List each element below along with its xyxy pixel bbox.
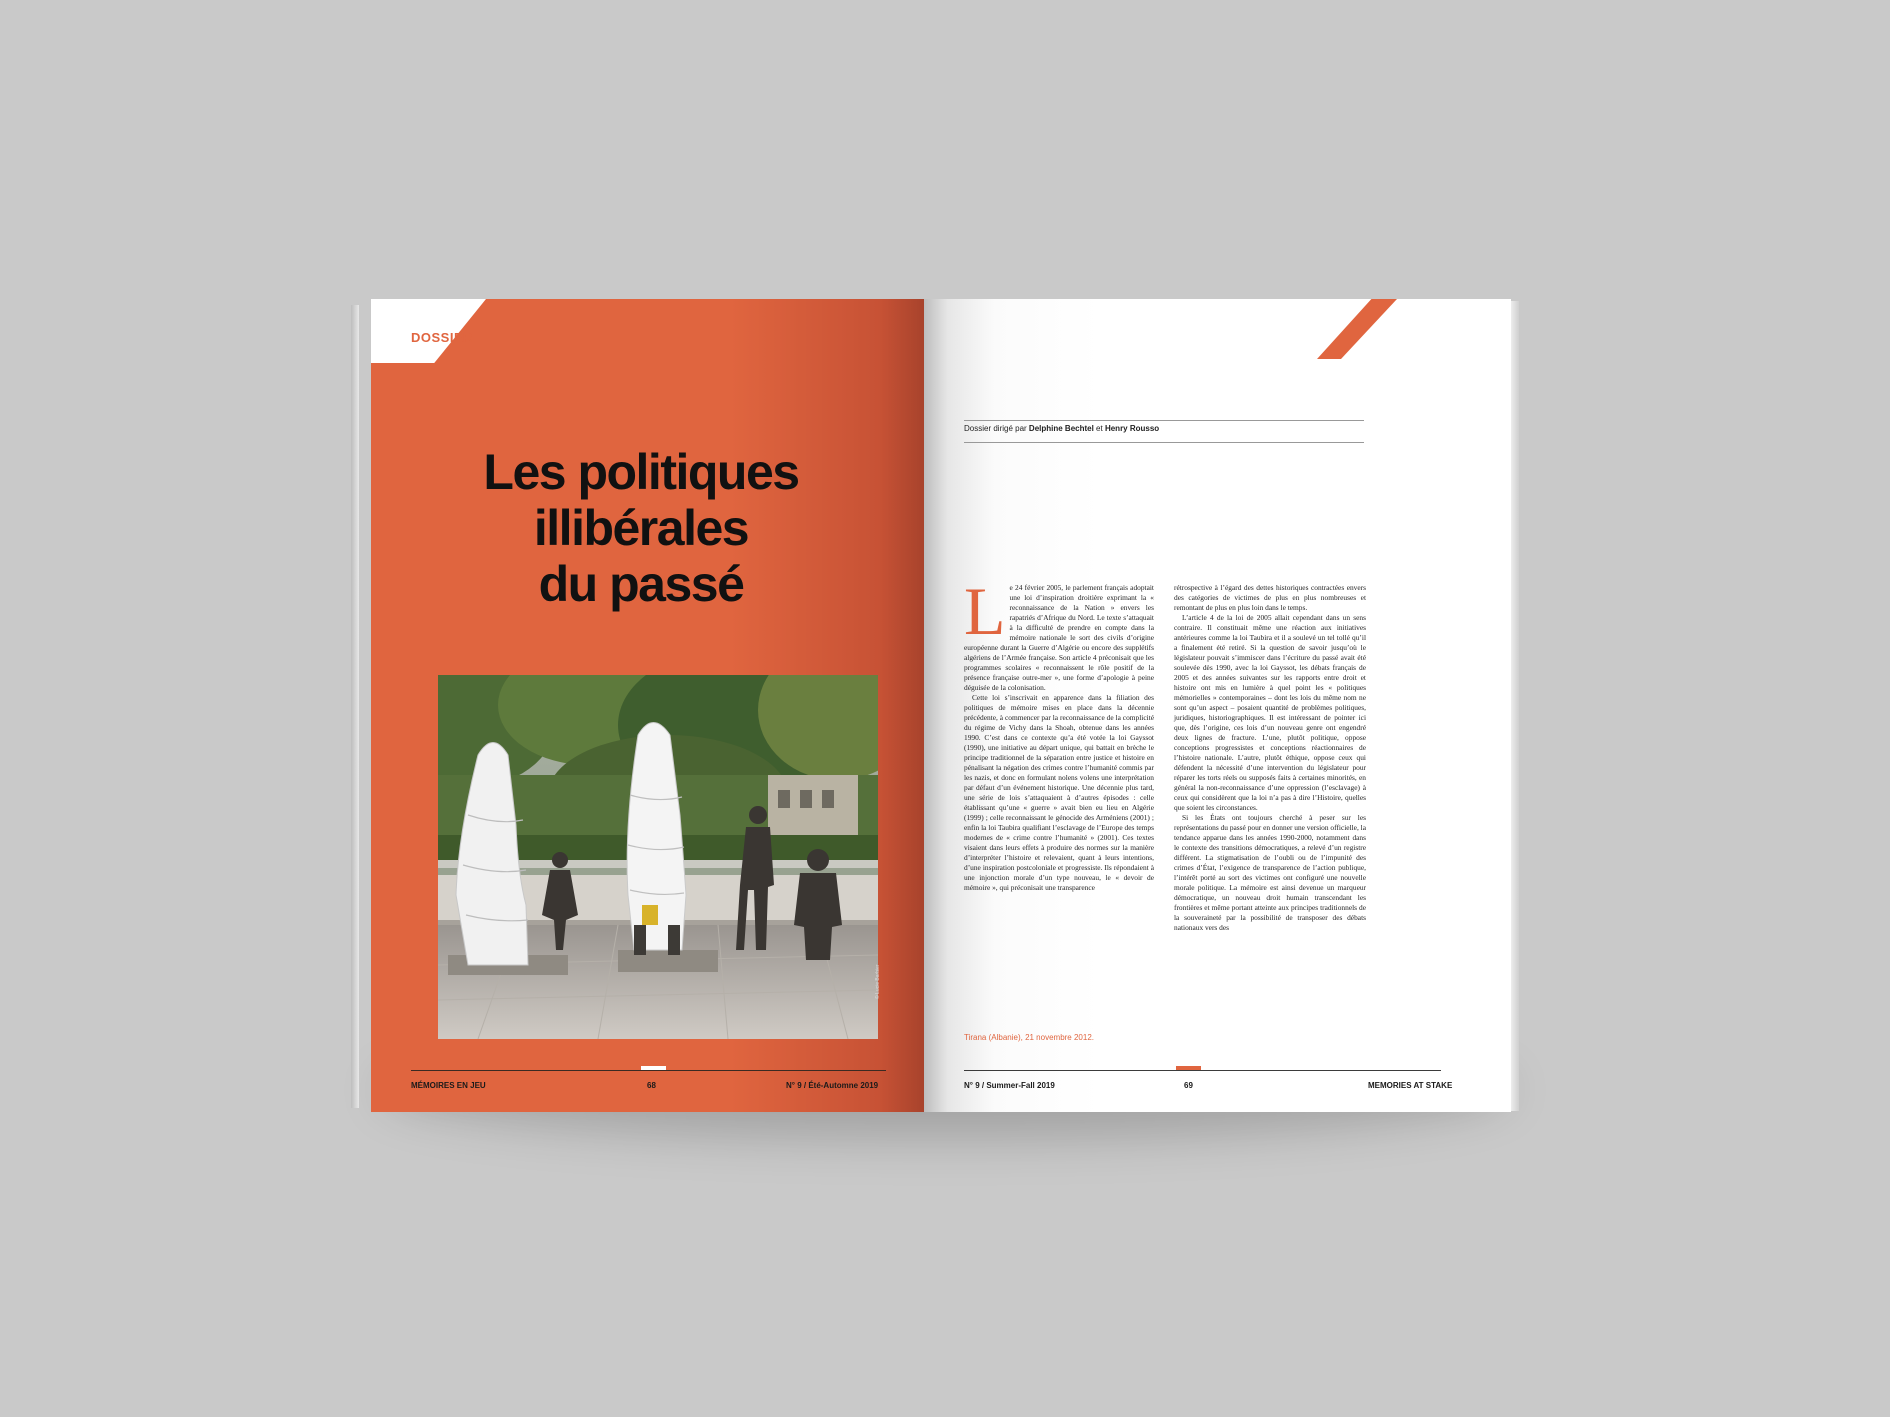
byline-author-2: Henry Rousso — [1104, 424, 1160, 433]
photo-caption: Tirana (Albanie), 21 novembre 2012. — [964, 1033, 1094, 1042]
footer-mark-right — [1176, 1066, 1201, 1070]
paragraph: Cette loi s’inscrivait en apparence dans la filiation des politiques de mémoire mises en place dans la décennie précédente, à commencer par la reconnaissance de la complicité du régime de Vichy dans la Shoah, obtenue dans les années 1990. C’est dans ce contexte qu’a été votée la loi Gayssot (1990), une initiative au départ unique, qui battait en brèche le principe traditionnel de la séparation entre justice et histoire en pénalisant la négation des crimes contre l’humanité commis par les nazis, et donc en formulant nolens volens une interprétation par défaut d’un événement historique. Une décennie plus tard, une série de lois s’attaquaient à d’autres épisodes : celle établissant qu’une « guerre » avait bien eu lieu en Algérie (1999) ; celle reconnaissant le génocide des Arméniens (2001) ; enfin la loi Taubira qualifiant l’esclavage de l’Europe des temps modernes de « crime contre l’humanité » (2001). Ces textes visaient dans leurs effets à produire des normes sur la manière d’interpréter l’histoire et relevaient, quant à leurs intentions, d’une inspiration postcoloniale et progressiste. Ils répondaient à une injonction morale d’un type nouveau, le « devoir de mémoire », qui préconisait une transparence — [964, 693, 1154, 892]
byline-prefix: Dossier dirigé par — [964, 424, 1029, 433]
article-title — [431, 444, 851, 612]
byline-rule-bottom — [964, 442, 1364, 443]
footer-magazine-name-en: MEMORIES AT STAKE — [1368, 1081, 1453, 1090]
paragraph: Si les États ont toujours cherché à peser sur les représentations du passé pour en donner une version officielle, la tendance apparue dans les années 1990-2000, notamment dans le contexte des transitions démocratiques, a relevé d’un registre différent. La stigmatisation de l’oubli ou de l’impunité des crimes d’État, l’exigence de transparence de l’action publique, l’intérêt porté au sort des victimes ont configuré une nouvelle morale politique. La mémoire est ainsi devenue un marqueur démocratique, un nouveau droit humain transcendant les frontières et même portant atteinte aux principes traditionnels de la souveraineté par la possibilité de transposer des débats nationaux vers des — [1174, 813, 1366, 932]
byline — [964, 424, 1159, 433]
statues-photo — [438, 675, 878, 1039]
title-line-1: Les politiques — [483, 444, 799, 500]
page-number-right: 69 — [1184, 1081, 1193, 1090]
paragraph-text: e 24 février 2005, le parlement français adoptait une loi d’inspiration droitière exprimant la « reconnaissance de la Nation » envers les rapatriés d’Afrique du Nord. Le texte s’attaquait à la difficulté de prendre en compte dans la mémoire nationale le sort des civils d’origine européenne durant la Guerre d’Algérie ou encore des supplétifs algériens de l’Armée française. Son article 4 préconisait que les programmes scolaires « reconnaissent le rôle positif de la présence française outre-mer », une forme d’apologie à peine déguisée de la colonisation. — [964, 583, 1154, 692]
paragraph — [964, 573, 1154, 693]
footer-rule-left — [411, 1070, 886, 1071]
footer-magazine-name-fr: MÉMOIRES EN JEU — [411, 1081, 486, 1090]
photo-credit: © Lucie Barbier — [875, 964, 881, 999]
section-label: DOSSIER — [411, 330, 474, 345]
right-page — [924, 299, 1511, 1112]
byline-rule-top — [964, 420, 1364, 421]
magazine-spread — [357, 299, 1511, 1112]
statues-photo-image — [438, 675, 878, 1039]
footer-rule-right — [964, 1070, 1441, 1071]
corner-slash-decoration — [1317, 299, 1397, 359]
paragraph: L’article 4 de la loi de 2005 allait cependant dans un sens contraire. Il constituait même une réaction aux initiatives antérieures comme la loi Taubira et il a soulevé un tel tollé qu’il a finalement été retiré. Si la question de savoir jusqu’où le législateur pouvait s’immiscer dans l’écriture du passé avait été soulevée dès 1990, avec la loi Gayssot, les débats français de 2005 et des années suivantes sur les rapports entre droit et histoire ont mis en lumière à quel point les « politiques mémorielles » contemporaines – dont les lois du même nom ne sont qu’un aspect – posaient quantité de problèmes politiques, juridiques, historiographiques. Il est intéressant de pointer ici que, dès l’origine, ces lois d’un nouveau genre ont engendré deux lignes de fracture. L’une, plutôt politique, oppose conceptions progressistes et conceptions réactionnaires de l’histoire nationale. L’autre, plutôt éthique, oppose ceux qui défendent la nécessité d’une intervention du législateur pour réparer les torts réels ou supposés faits à certaines minorités, en général la non-reconnaissance d’une oppression (l’esclavage) à ceux qui considèrent que la loi n’a pas à dire l’Histoire, quelles que soient les circonstances. — [1174, 613, 1366, 812]
left-page — [371, 299, 924, 1112]
footer-mark-left — [641, 1066, 666, 1070]
byline-conjunction: et — [1093, 424, 1105, 433]
page-stack-left — [351, 305, 359, 1108]
page-number-left: 68 — [647, 1081, 656, 1090]
title-line-3: du passé — [538, 556, 744, 612]
paragraph: rétrospective à l’égard des dettes historiques contractées envers des catégories de victimes de plus en plus nombreuses et remontant de plus en plus loin dans le temps. — [1174, 583, 1366, 612]
title-line-2: illibérales — [533, 500, 749, 556]
drop-cap: L — [964, 573, 1006, 649]
byline-author-1: Delphine Bechtel — [1028, 424, 1094, 433]
text-column-2 — [1174, 583, 1366, 933]
text-column-1 — [964, 573, 1154, 893]
footer-issue-en: N° 9 / Summer-Fall 2019 — [964, 1081, 1055, 1090]
footer-issue-fr: N° 9 / Été-Automne 2019 — [786, 1081, 879, 1090]
